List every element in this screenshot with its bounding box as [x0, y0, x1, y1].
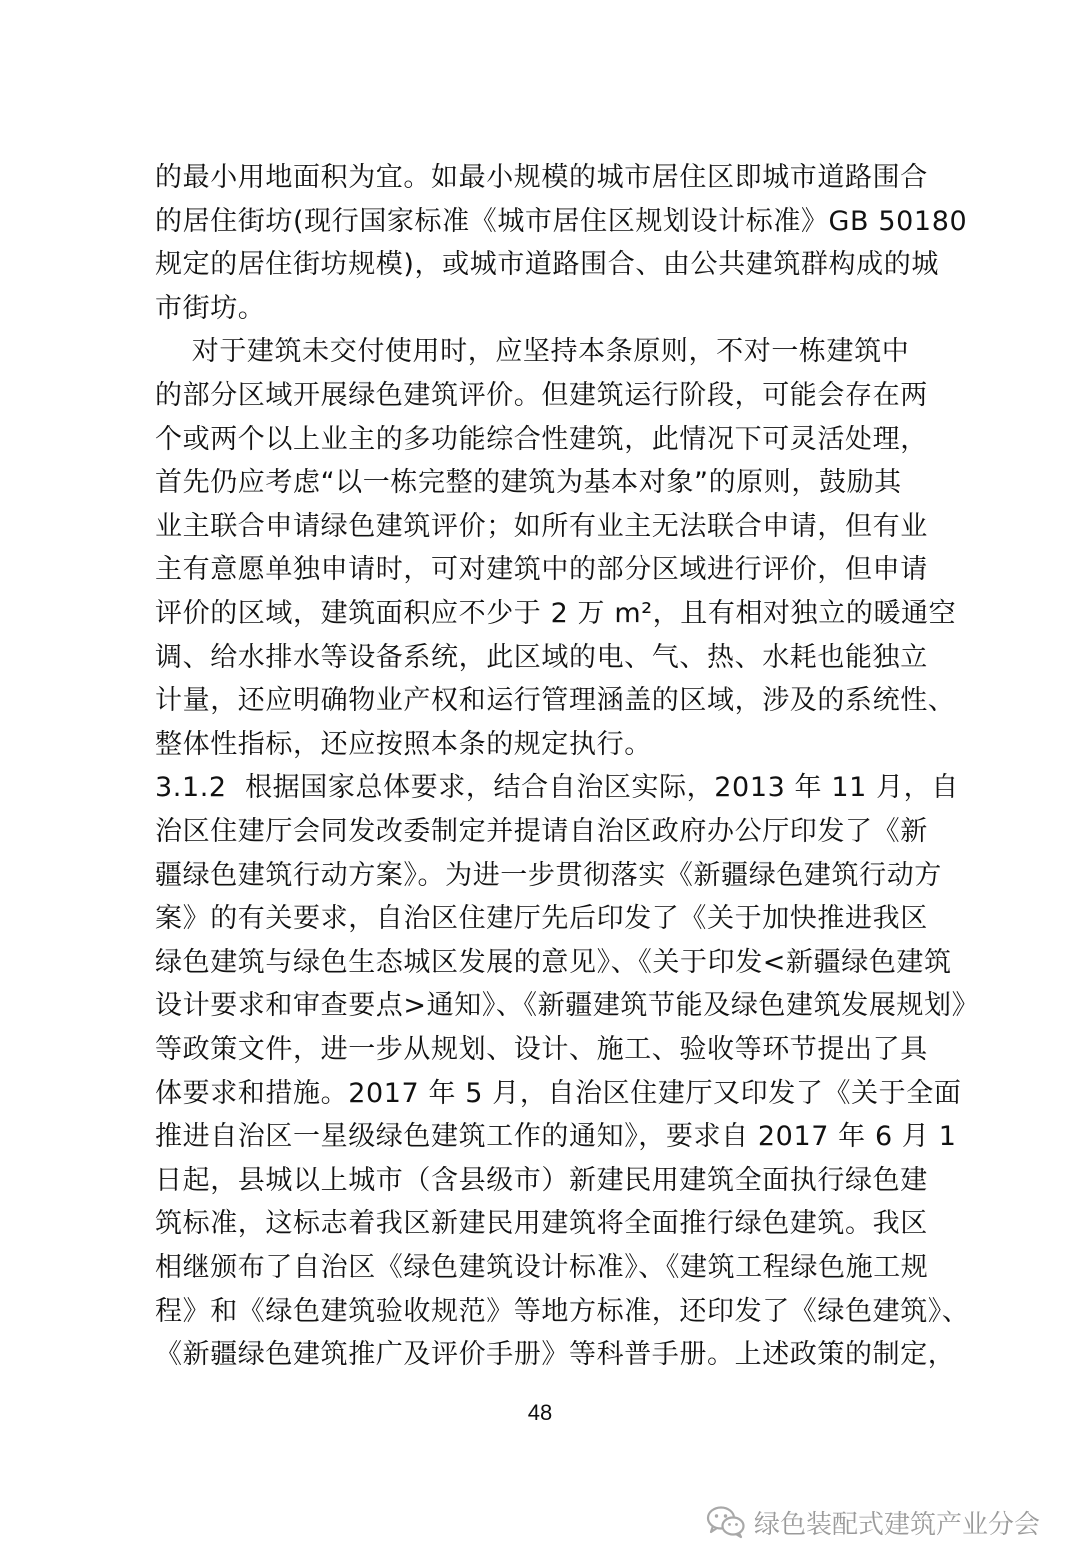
text-line: 程》和《绿色建筑验收规范》等地方标准，还印发了《绿色建筑》、	[155, 1295, 970, 1327]
wechat-icon	[706, 1505, 746, 1539]
text-line: 整体性指标，还应按照本条的规定执行。	[155, 728, 652, 760]
watermark-text: 绿色装配式建筑产业分会	[754, 1509, 1041, 1540]
text-line: 3.1.2 根据国家总体要求，结合自治区实际，2013 年 11 月，自	[155, 772, 959, 804]
text-line: 计量，还应明确物业产权和运行管理涵盖的区域，涉及的系统性、	[155, 685, 956, 717]
watermark	[706, 1500, 1040, 1544]
text-line: 等政策文件，进一步从规划、设计、施工、验收等环节提出了具	[155, 1034, 928, 1065]
text-line: 绿色建筑与绿色生态城区发展的意见》、《关于印发<新疆绿色建筑	[155, 946, 952, 978]
text-line: 的居住街坊(现行国家标准《城市居住区规划设计标准》GB 50180	[155, 205, 968, 237]
text-line: 体要求和措施。2017 年 5 月，自治区住建厅又印发了《关于全面	[155, 1077, 962, 1109]
text-line: 的部分区域开展绿色建筑评价。但建筑运行阶段，可能会存在两	[155, 380, 928, 411]
text-line: 业主联合申请绿色建筑评价；如所有业主无法联合申请，但有业	[155, 510, 928, 542]
text-line: 治区住建厅会同发改委制定并提请自治区政府办公厅印发了《新	[155, 816, 928, 847]
text-line: 对于建筑未交付使用时，应坚持本条原则，不对一栋建筑中	[155, 336, 910, 368]
text-line: 相继颁布了自治区《绿色建筑设计标准》、《建筑工程绿色施工规	[155, 1252, 929, 1283]
text-line: 的最小用地面积为宜。如最小规模的城市居住区即城市道路围合	[155, 162, 928, 193]
text-line: 推进自治区一星级绿色建筑工作的通知》，要求自 2017 年 6 月 1	[155, 1121, 957, 1153]
text-line: 日起，县城以上城市（含县级市）新建民用建筑全面执行绿色建	[155, 1164, 928, 1196]
text-line: 规定的居住街坊规模)，或城市道路围合、由公共建筑群构成的城	[155, 249, 939, 281]
text-line: 调、给水排水等设备系统，此区域的电、气、热、水耗也能独立	[155, 641, 928, 673]
text-line: 筑标准，这标志着我区新建民用建筑将全面推行绿色建筑。我区	[155, 1208, 928, 1240]
text-line: 案》的有关要求，自治区住建厅先后印发了《关于加快推进我区	[155, 903, 928, 935]
text-line: 市街坊。	[155, 292, 266, 324]
text-line: 主有意愿单独申请时，可对建筑中的部分区域进行评价，但申请	[155, 554, 928, 586]
text-line: 设计要求和审查要点>通知》、《新疆建筑节能及绿色建筑发展规划》	[155, 990, 980, 1022]
text-line: 首先仍应考虑“以一栋完整的建筑为基本对象”的原则，鼓励其	[155, 467, 902, 499]
page-number: 48	[527, 1400, 553, 1425]
text-line: 个或两个以上业主的多功能综合性建筑，此情况下可灵活处理，	[155, 423, 928, 455]
text-line: 评价的区域，建筑面积应不少于 2 万 m²，且有相对独立的暖通空	[155, 598, 957, 629]
text-line: 疆绿色建筑行动方案》。为进一步贯彻落实《新疆绿色建筑行动方	[155, 859, 942, 891]
text-line: 《新疆绿色建筑推广及评价手册》等科普手册。上述政策的制定，	[155, 1339, 956, 1371]
